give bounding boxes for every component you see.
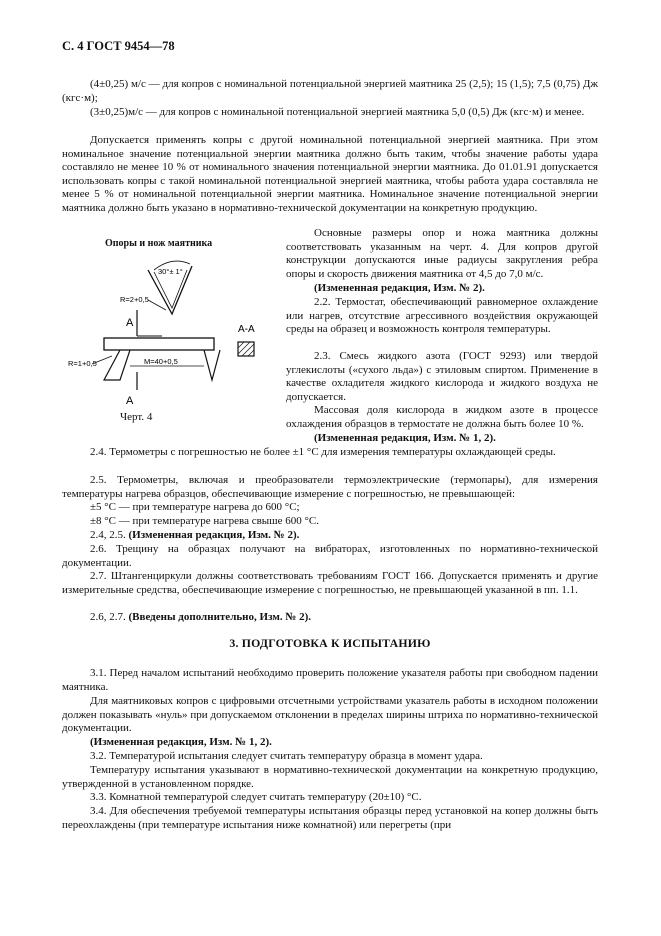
- span-dimension-label: M=40+0,5: [144, 357, 178, 366]
- paragraph-2-5: 2.5. Термометры, включая и преобразователи термоэлектрические (термопары), для измерения температуры нагрева образцов, обеспечивающие измерение с погрешностью, не превышающей:: [62, 474, 598, 500]
- amendment-2-4-2-5-num: 2.4, 2.5.: [90, 529, 126, 541]
- paragraph-3-1-b: Для маятниковых копров с цифровыми отсчетными устройствами указатель работы в исходном положении должен показывать «нуль» при допускаемом отклонении в пределах ширины штриха по нормативно-технической документации.: [62, 695, 598, 735]
- amendment-2-6-2-7-num: 2.6, 2.7.: [90, 611, 126, 623]
- amendment-note-1: (Измененная редакция, Изм. № 2).: [314, 282, 485, 294]
- section-a-bottom: А: [126, 395, 134, 407]
- paragraph-energy: Допускается применять копры с другой номинальной потенциальной энергией маятника. При этом номинальное значение потенциальной энергии маятника должно быть таким, чтобы значение работы удара составляло не менее 10 % от номинального значения потенциальной энергии маятника. До 01.01.91 допускается использовать копры с такой номинальной потенциальной энергией маятника, чтобы работа удара составляла не менее 5 % от номинальной потенциальной энергии маятника. Номинальное значение потенциальной энергии маятника должно быть указано в нормативно-технической документации на конкретную продукцию.: [62, 134, 598, 214]
- paragraph-2-5-b: ±8 °С — при температуре нагрева свыше 600 °С.: [90, 515, 320, 527]
- paragraph-oxygen: Массовая доля кислорода в жидком азоте в процессе охлаждения образцов в термостате не должна быть более 10 %.: [286, 404, 598, 430]
- radius-1-label: R=1+0,5: [68, 359, 97, 368]
- section-a-top: А: [126, 317, 134, 329]
- paragraph-3-1: 3.1. Перед началом испытаний необходимо проверить положение указателя работы при свободном падении маятника.: [62, 667, 598, 693]
- angle-label: 30°± 1°: [158, 267, 183, 276]
- radius-2-label: R=2+0,5: [120, 295, 149, 304]
- paragraph-dimensions: Основные размеры опор и ножа маятника должны соответствовать указанным на черт. 4. Для копров другой конструкции допускаются иные радиусы закругления ребра опоры и скорость движения маятника от 4,5 до 7,0 м/с.: [286, 227, 598, 280]
- page-header: С. 4 ГОСТ 9454—78: [62, 39, 175, 53]
- figure-title: Опоры и нож маятника: [105, 238, 213, 249]
- paragraph-speed-2: (3±0,25)м/с — для копров с номинальной потенциальной энергией маятника 5,0 (0,5) Дж (кгс·м) и менее.: [90, 106, 585, 118]
- paragraph-2-7: 2.7. Штангенциркули должны соответствовать требованиям ГОСТ 166. Допускается применять и другие измерительные средства, обеспечивающие измерение с погрешностью, не превышающей указанной в пп. 1.1.: [62, 570, 598, 596]
- amendment-note-2: (Измененная редакция, Изм. № 1, 2).: [314, 432, 496, 444]
- paragraph-2-4: 2.4. Термометры с погрешностью не более ±1 °С для измерения температуры охлаждающей среды.: [90, 446, 556, 458]
- amendment-2-4-2-5-text: (Измененная редакция, Изм. № 2).: [128, 529, 300, 541]
- paragraph-2-2: 2.2. Термостат, обеспечивающий равномерное охлаждение или нагрев, отсутствие агрессивного воздействия окружающей среды на образец и возможность контроля температуры.: [286, 296, 598, 336]
- section-a-a-label: А-А: [238, 324, 255, 335]
- figure-caption: Черт. 4: [120, 411, 153, 423]
- amendment-2-6-2-7: [62, 611, 598, 625]
- paragraph-2-6: 2.6. Трещину на образцах получают на вибраторах, изготовленных по нормативно-технической документации.: [62, 543, 598, 569]
- paragraph-3-2-b: Температуру испытания указывают в нормативно-технической документации на конкретную продукцию, утвержденной в установленном порядке.: [62, 764, 598, 790]
- paragraph-2-5-a: ±5 °С — при температуре нагрева до 600 °С;: [90, 501, 300, 513]
- paragraph-3-3: 3.3. Комнатной температурой следует считать температуру (20±10) °С.: [90, 791, 422, 803]
- paragraph-2-3: 2.3. Смесь жидкого азота (ГОСТ 9293) или твердой углекислоты («сухого льда») с этиловым спиртом. Применение в качестве охладителя жидкого кислорода и жидкого воздуха не допускается.: [286, 350, 598, 403]
- paragraph-3-4: 3.4. Для обеспечения требуемой температуры испытания образцы перед установкой на копер должны быть переохлаждены (при температуре испытания ниже комнатной) или перегреты (при: [62, 805, 598, 831]
- amendment-3-1: (Измененная редакция, Изм. № 1, 2).: [90, 736, 272, 748]
- figure-supports-and-knife: [62, 252, 284, 424]
- paragraph-speed-1: (4±0,25) м/с — для копров с номинальной потенциальной энергией маятника 25 (2,5); 15 (1,5); 7,5 (0,75) Дж (кгс·м);: [62, 78, 598, 104]
- paragraph-3-2: 3.2. Температурой испытания следует считать температуру образца в момент удара.: [90, 750, 483, 762]
- amendment-2-4-2-5: [62, 529, 598, 543]
- amendment-2-6-2-7-text: (Введены дополнительно, Изм. № 2).: [128, 611, 312, 623]
- section-3-title: 3. ПОДГОТОВКА К ИСПЫТАНИЮ: [229, 636, 431, 650]
